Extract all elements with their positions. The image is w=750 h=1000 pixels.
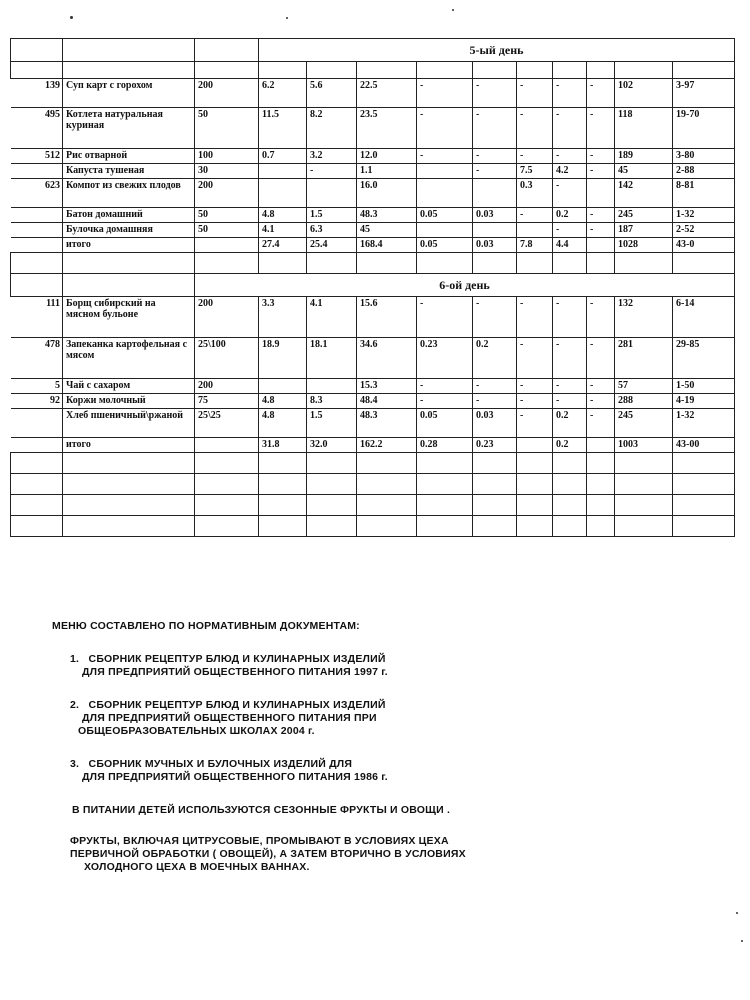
vitamin-b2-cell: -: [473, 297, 517, 338]
price-cell: 1-32: [673, 409, 735, 438]
dish-name-cell: Коржи молочный: [63, 394, 195, 409]
vitamin-b2-cell: 0.23: [473, 438, 517, 453]
protein-cell: 11.5: [259, 108, 307, 149]
reference-line: СБОРНИК МУЧНЫХ И БУЛОЧНЫХ ИЗДЕЛИЙ ДЛЯ: [88, 758, 353, 770]
vitamin-c-cell: -: [517, 297, 553, 338]
iron-cell: 4.2: [553, 164, 587, 179]
energy-cell: 132: [615, 297, 673, 338]
dish-row: [11, 297, 735, 338]
portion-cell: 30: [195, 164, 259, 179]
dish-row: [11, 394, 735, 409]
portion-cell: 200: [195, 297, 259, 338]
dish-name-cell: итого: [63, 238, 195, 253]
price-cell: 8-81: [673, 179, 735, 208]
reference-number: 1.: [70, 653, 80, 665]
price-cell: 2-52: [673, 223, 735, 238]
energy-cell: 118: [615, 108, 673, 149]
energy-cell: 281: [615, 338, 673, 379]
price-cell: 3-80: [673, 149, 735, 164]
recipe-code-cell: 139: [11, 79, 63, 108]
vitamin-b2-cell: -: [473, 149, 517, 164]
vitamin-b2-cell: 0.03: [473, 409, 517, 438]
dish-name-cell: Чай с сахаром: [63, 379, 195, 394]
fat-cell: 1.5: [307, 208, 357, 223]
reference-line: ОБЩЕОБРАЗОВАТЕЛЬНЫХ ШКОЛАХ 2004 г.: [78, 725, 315, 737]
recipe-code-cell: [11, 438, 63, 453]
extra-cell: -: [587, 223, 615, 238]
reference-line: СБОРНИК РЕЦЕПТУР БЛЮД И КУЛИНАРНЫХ ИЗДЕЛИЙ: [88, 653, 386, 665]
extra-cell: -: [587, 208, 615, 223]
price-cell: 4-19: [673, 394, 735, 409]
iron-cell: 0.2: [553, 208, 587, 223]
dish-name-cell: итого: [63, 438, 195, 453]
notes-heading: МЕНЮ СОСТАВЛЕНО ПО НОРМАТИВНЫМ ДОКУМЕНТАМ:: [52, 620, 360, 632]
reference-number: 3.: [70, 758, 80, 770]
fat-cell: 1.5: [307, 409, 357, 438]
vitamin-b2-cell: 0.03: [473, 208, 517, 223]
extra-cell: -: [587, 409, 615, 438]
dish-row: [11, 149, 735, 164]
dish-name-cell: Запеканка картофельная с мясом: [63, 338, 195, 379]
extra-cell: -: [587, 394, 615, 409]
recipe-code-cell: [11, 238, 63, 253]
portion-cell: 75: [195, 394, 259, 409]
portion-cell: 50: [195, 208, 259, 223]
reference-line: ДЛЯ ПРЕДПРИЯТИЙ ОБЩЕСТВЕННОГО ПИТАНИЯ 1997 г.: [82, 666, 388, 678]
total-row: [11, 238, 735, 253]
notes-block: [40, 620, 720, 874]
dish-name-cell: Компот из свежих плодов: [63, 179, 195, 208]
portion-cell: 25\100: [195, 338, 259, 379]
dish-row: [11, 108, 735, 149]
energy-cell: 102: [615, 79, 673, 108]
recipe-code-cell: [11, 223, 63, 238]
energy-cell: 245: [615, 208, 673, 223]
washing-line: ПЕРВИЧНОЙ ОБРАБОТКИ ( ОВОЩЕЙ), А ЗАТЕМ ВТОРИЧНО В УСЛОВИЯХ: [70, 848, 466, 860]
energy-cell: 245: [615, 409, 673, 438]
menu-table: [10, 38, 735, 537]
iron-cell: 0.2: [553, 438, 587, 453]
vitamin-c-cell: -: [517, 409, 553, 438]
vitamin-b1-cell: -: [417, 379, 473, 394]
energy-cell: 288: [615, 394, 673, 409]
carbs-cell: 48.3: [357, 409, 417, 438]
vitamin-b2-cell: 0.2: [473, 338, 517, 379]
dish-name-cell: Борщ сибирский на мясном бульоне: [63, 297, 195, 338]
total-row: [11, 438, 735, 453]
fat-cell: 3.2: [307, 149, 357, 164]
recipe-code-cell: 478: [11, 338, 63, 379]
energy-cell: 1003: [615, 438, 673, 453]
protein-cell: [259, 179, 307, 208]
washing-line: ФРУКТЫ, ВКЛЮЧАЯ ЦИТРУСОВЫЕ, ПРОМЫВАЮТ В УСЛОВИЯХ ЦЕХА: [70, 835, 449, 847]
portion-cell: [195, 438, 259, 453]
vitamin-b2-cell: -: [473, 379, 517, 394]
dish-name-cell: Булочка домашняя: [63, 223, 195, 238]
iron-cell: -: [553, 79, 587, 108]
energy-cell: 142: [615, 179, 673, 208]
fat-cell: [307, 179, 357, 208]
scan-speck: [452, 9, 454, 11]
vitamin-c-cell: -: [517, 79, 553, 108]
iron-cell: -: [553, 379, 587, 394]
extra-cell: -: [587, 164, 615, 179]
fat-cell: 5.6: [307, 79, 357, 108]
price-cell: 6-14: [673, 297, 735, 338]
vitamin-b2-cell: 0.03: [473, 238, 517, 253]
vitamin-b1-cell: [417, 223, 473, 238]
dish-row: [11, 338, 735, 379]
portion-cell: [195, 238, 259, 253]
vitamin-b1-cell: 0.05: [417, 238, 473, 253]
dish-row: [11, 379, 735, 394]
energy-cell: 57: [615, 379, 673, 394]
vitamin-b1-cell: 0.05: [417, 409, 473, 438]
dish-row: [11, 79, 735, 108]
carbs-cell: 15.6: [357, 297, 417, 338]
vitamin-b1-cell: -: [417, 108, 473, 149]
fat-cell: -: [307, 164, 357, 179]
washing-line: ХОЛОДНОГО ЦЕХА В МОЕЧНЫХ ВАННАХ.: [84, 861, 310, 873]
vitamin-b1-cell: 0.05: [417, 208, 473, 223]
dish-name-cell: Котлета натуральная куриная: [63, 108, 195, 149]
iron-cell: -: [553, 297, 587, 338]
vitamin-b2-cell: -: [473, 79, 517, 108]
iron-cell: 0.2: [553, 409, 587, 438]
extra-cell: -: [587, 297, 615, 338]
energy-cell: 189: [615, 149, 673, 164]
extra-cell: [587, 179, 615, 208]
iron-cell: -: [553, 223, 587, 238]
protein-cell: 27.4: [259, 238, 307, 253]
empty-row: [11, 516, 735, 537]
protein-cell: 4.1: [259, 223, 307, 238]
extra-cell: -: [587, 149, 615, 164]
carbs-cell: 45: [357, 223, 417, 238]
vitamin-b2-cell: -: [473, 394, 517, 409]
dish-name-cell: Рис отварной: [63, 149, 195, 164]
energy-cell: 45: [615, 164, 673, 179]
vitamin-b2-cell: -: [473, 108, 517, 149]
protein-cell: 4.8: [259, 394, 307, 409]
vitamin-c-cell: -: [517, 149, 553, 164]
price-cell: 1-32: [673, 208, 735, 223]
carbs-cell: 23.5: [357, 108, 417, 149]
price-cell: 29-85: [673, 338, 735, 379]
recipe-code-cell: [11, 409, 63, 438]
fat-cell: 25.4: [307, 238, 357, 253]
empty-row: [11, 474, 735, 495]
protein-cell: [259, 164, 307, 179]
carbs-cell: 16.0: [357, 179, 417, 208]
carbs-cell: 22.5: [357, 79, 417, 108]
scan-speck: [741, 940, 743, 942]
scan-speck: [286, 17, 288, 19]
dish-row: [11, 409, 735, 438]
spacer-row: [11, 253, 735, 274]
spacer-row: [11, 453, 735, 474]
vitamin-c-cell: [517, 438, 553, 453]
iron-cell: -: [553, 338, 587, 379]
protein-cell: 6.2: [259, 79, 307, 108]
recipe-code-cell: 512: [11, 149, 63, 164]
protein-cell: 4.8: [259, 208, 307, 223]
protein-cell: [259, 379, 307, 394]
vitamin-b1-cell: [417, 164, 473, 179]
reference-item: [70, 758, 720, 784]
dish-name-cell: Хлеб пшеничный\ржаной: [63, 409, 195, 438]
dish-name-cell: Батон домашний: [63, 208, 195, 223]
vitamin-c-cell: -: [517, 108, 553, 149]
washing-note: [70, 835, 720, 874]
price-cell: 1-50: [673, 379, 735, 394]
extra-cell: -: [587, 379, 615, 394]
fat-cell: 8.3: [307, 394, 357, 409]
price-cell: 19-70: [673, 108, 735, 149]
protein-cell: 0.7: [259, 149, 307, 164]
fat-cell: 32.0: [307, 438, 357, 453]
vitamin-b1-cell: 0.23: [417, 338, 473, 379]
reference-line: СБОРНИК РЕЦЕПТУР БЛЮД И КУЛИНАРНЫХ ИЗДЕЛИЙ: [88, 699, 386, 711]
dish-name-cell: Суп карт с горохом: [63, 79, 195, 108]
reference-number: 2.: [70, 699, 80, 711]
reference-item: [70, 653, 720, 679]
fat-cell: 8.2: [307, 108, 357, 149]
price-cell: 43-00: [673, 438, 735, 453]
portion-cell: 100: [195, 149, 259, 164]
energy-cell: 187: [615, 223, 673, 238]
vitamin-b1-cell: -: [417, 394, 473, 409]
vitamin-b2-cell: -: [473, 164, 517, 179]
recipe-code-cell: 5: [11, 379, 63, 394]
vitamin-c-cell: 7.5: [517, 164, 553, 179]
vitamin-b1-cell: -: [417, 79, 473, 108]
protein-cell: 3.3: [259, 297, 307, 338]
dish-row: [11, 179, 735, 208]
fat-cell: 6.3: [307, 223, 357, 238]
vitamin-c-cell: -: [517, 208, 553, 223]
price-cell: 3-97: [673, 79, 735, 108]
vitamin-c-cell: 7.8: [517, 238, 553, 253]
portion-cell: 25\25: [195, 409, 259, 438]
scan-speck: [70, 16, 73, 19]
protein-cell: 4.8: [259, 409, 307, 438]
portion-cell: 50: [195, 223, 259, 238]
reference-item: [70, 699, 720, 738]
iron-cell: -: [553, 149, 587, 164]
recipe-code-cell: 623: [11, 179, 63, 208]
carbs-cell: 34.6: [357, 338, 417, 379]
vitamin-c-cell: -: [517, 394, 553, 409]
day-title: 5-ый день: [259, 39, 735, 62]
empty-row: [11, 495, 735, 516]
seasonal-note: В ПИТАНИИ ДЕТЕЙ ИСПОЛЬЗУЮТСЯ СЕЗОННЫЕ ФРУКТЫ И ОВОЩИ .: [72, 804, 451, 816]
recipe-code-cell: [11, 164, 63, 179]
vitamin-c-cell: -: [517, 338, 553, 379]
portion-cell: 200: [195, 79, 259, 108]
reference-line: ДЛЯ ПРЕДПРИЯТИЙ ОБЩЕСТВЕННОГО ПИТАНИЯ 1986 г.: [82, 771, 388, 783]
vitamin-c-cell: [517, 223, 553, 238]
portion-cell: 200: [195, 179, 259, 208]
protein-cell: 31.8: [259, 438, 307, 453]
dish-row: [11, 223, 735, 238]
iron-cell: 4.4: [553, 238, 587, 253]
vitamin-b2-cell: [473, 223, 517, 238]
vitamin-b1-cell: -: [417, 297, 473, 338]
recipe-code-cell: [11, 208, 63, 223]
recipe-code-cell: 111: [11, 297, 63, 338]
iron-cell: -: [553, 179, 587, 208]
spacer-row: [11, 62, 735, 79]
iron-cell: -: [553, 108, 587, 149]
price-cell: 2-88: [673, 164, 735, 179]
carbs-cell: 48.4: [357, 394, 417, 409]
protein-cell: 18.9: [259, 338, 307, 379]
vitamin-c-cell: -: [517, 379, 553, 394]
vitamin-b1-cell: [417, 179, 473, 208]
extra-cell: -: [587, 108, 615, 149]
carbs-cell: 15.3: [357, 379, 417, 394]
dish-name-cell: Капуста тушеная: [63, 164, 195, 179]
recipe-code-cell: 495: [11, 108, 63, 149]
vitamin-b1-cell: 0.28: [417, 438, 473, 453]
carbs-cell: 48.3: [357, 208, 417, 223]
scan-speck: [736, 912, 738, 914]
carbs-cell: 168.4: [357, 238, 417, 253]
energy-cell: 1028: [615, 238, 673, 253]
day-title: 6-ой день: [195, 274, 735, 297]
portion-cell: 50: [195, 108, 259, 149]
fat-cell: [307, 379, 357, 394]
price-cell: 43-0: [673, 238, 735, 253]
extra-cell: -: [587, 338, 615, 379]
vitamin-c-cell: 0.3: [517, 179, 553, 208]
day-header-row: [11, 274, 735, 297]
carbs-cell: 1.1: [357, 164, 417, 179]
fat-cell: 18.1: [307, 338, 357, 379]
carbs-cell: 12.0: [357, 149, 417, 164]
recipe-code-cell: 92: [11, 394, 63, 409]
reference-line: ДЛЯ ПРЕДПРИЯТИЙ ОБЩЕСТВЕННОГО ПИТАНИЯ ПРИ: [82, 712, 377, 724]
day-header-row: [11, 39, 735, 62]
extra-cell: -: [587, 79, 615, 108]
portion-cell: 200: [195, 379, 259, 394]
dish-row: [11, 208, 735, 223]
fat-cell: 4.1: [307, 297, 357, 338]
extra-cell: [587, 438, 615, 453]
extra-cell: [587, 238, 615, 253]
carbs-cell: 162.2: [357, 438, 417, 453]
iron-cell: -: [553, 394, 587, 409]
vitamin-b1-cell: -: [417, 149, 473, 164]
vitamin-b2-cell: [473, 179, 517, 208]
dish-row: [11, 164, 735, 179]
